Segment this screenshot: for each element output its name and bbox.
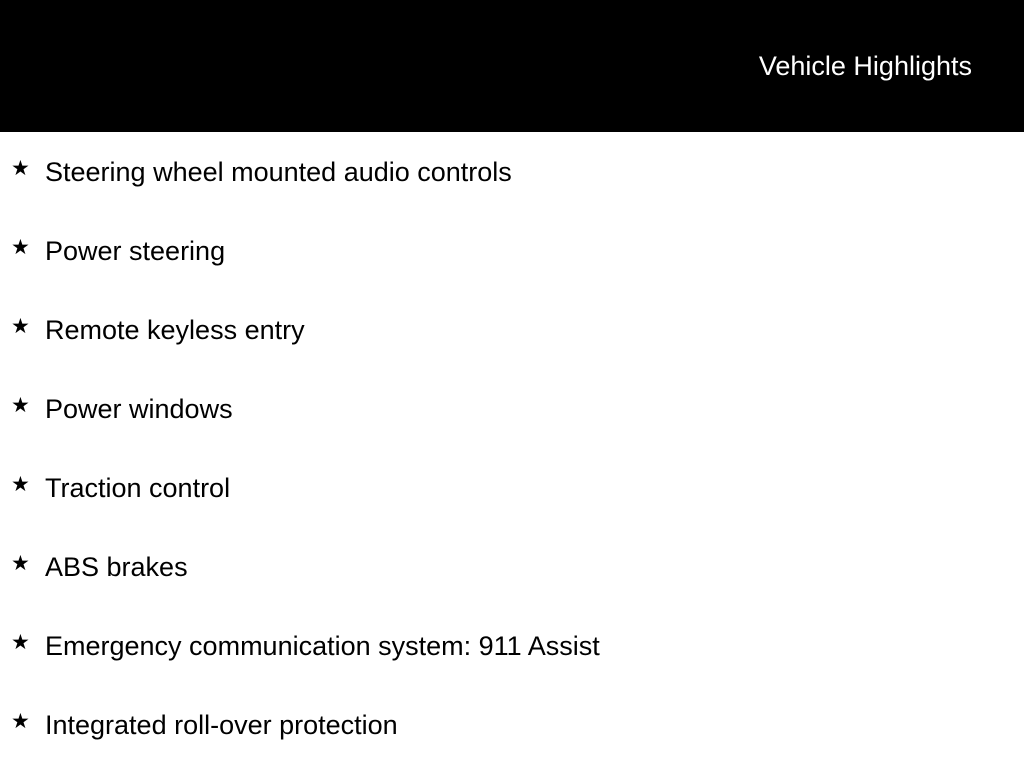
list-item bbox=[0, 527, 1024, 606]
star-icon: ★ bbox=[11, 552, 30, 575]
star-icon: ★ bbox=[11, 473, 30, 496]
list-item bbox=[0, 290, 1024, 369]
feature-label: Traction control bbox=[45, 473, 231, 503]
page-title: Vehicle Highlights bbox=[758, 51, 972, 81]
star-icon: ★ bbox=[11, 710, 30, 733]
feature-label: Remote keyless entry bbox=[45, 315, 305, 345]
feature-label: Steering wheel mounted audio controls bbox=[45, 157, 512, 187]
feature-label: ABS brakes bbox=[45, 552, 188, 582]
feature-label: Power windows bbox=[45, 394, 233, 424]
star-icon: ★ bbox=[11, 315, 30, 338]
list-item bbox=[0, 448, 1024, 527]
star-icon: ★ bbox=[11, 157, 30, 180]
feature-label: Integrated roll-over protection bbox=[45, 710, 398, 740]
header-bar bbox=[0, 0, 1024, 132]
vehicle-highlights-list bbox=[0, 132, 1024, 764]
list-item bbox=[0, 606, 1024, 685]
star-icon: ★ bbox=[11, 394, 30, 417]
list-item bbox=[0, 211, 1024, 290]
feature-label: Power steering bbox=[45, 236, 226, 266]
star-icon: ★ bbox=[11, 236, 30, 259]
list-item bbox=[0, 132, 1024, 211]
list-item bbox=[0, 369, 1024, 448]
list-item bbox=[0, 685, 1024, 764]
feature-label: Emergency communication system: 911 Assist bbox=[45, 631, 600, 661]
star-icon: ★ bbox=[11, 631, 30, 654]
